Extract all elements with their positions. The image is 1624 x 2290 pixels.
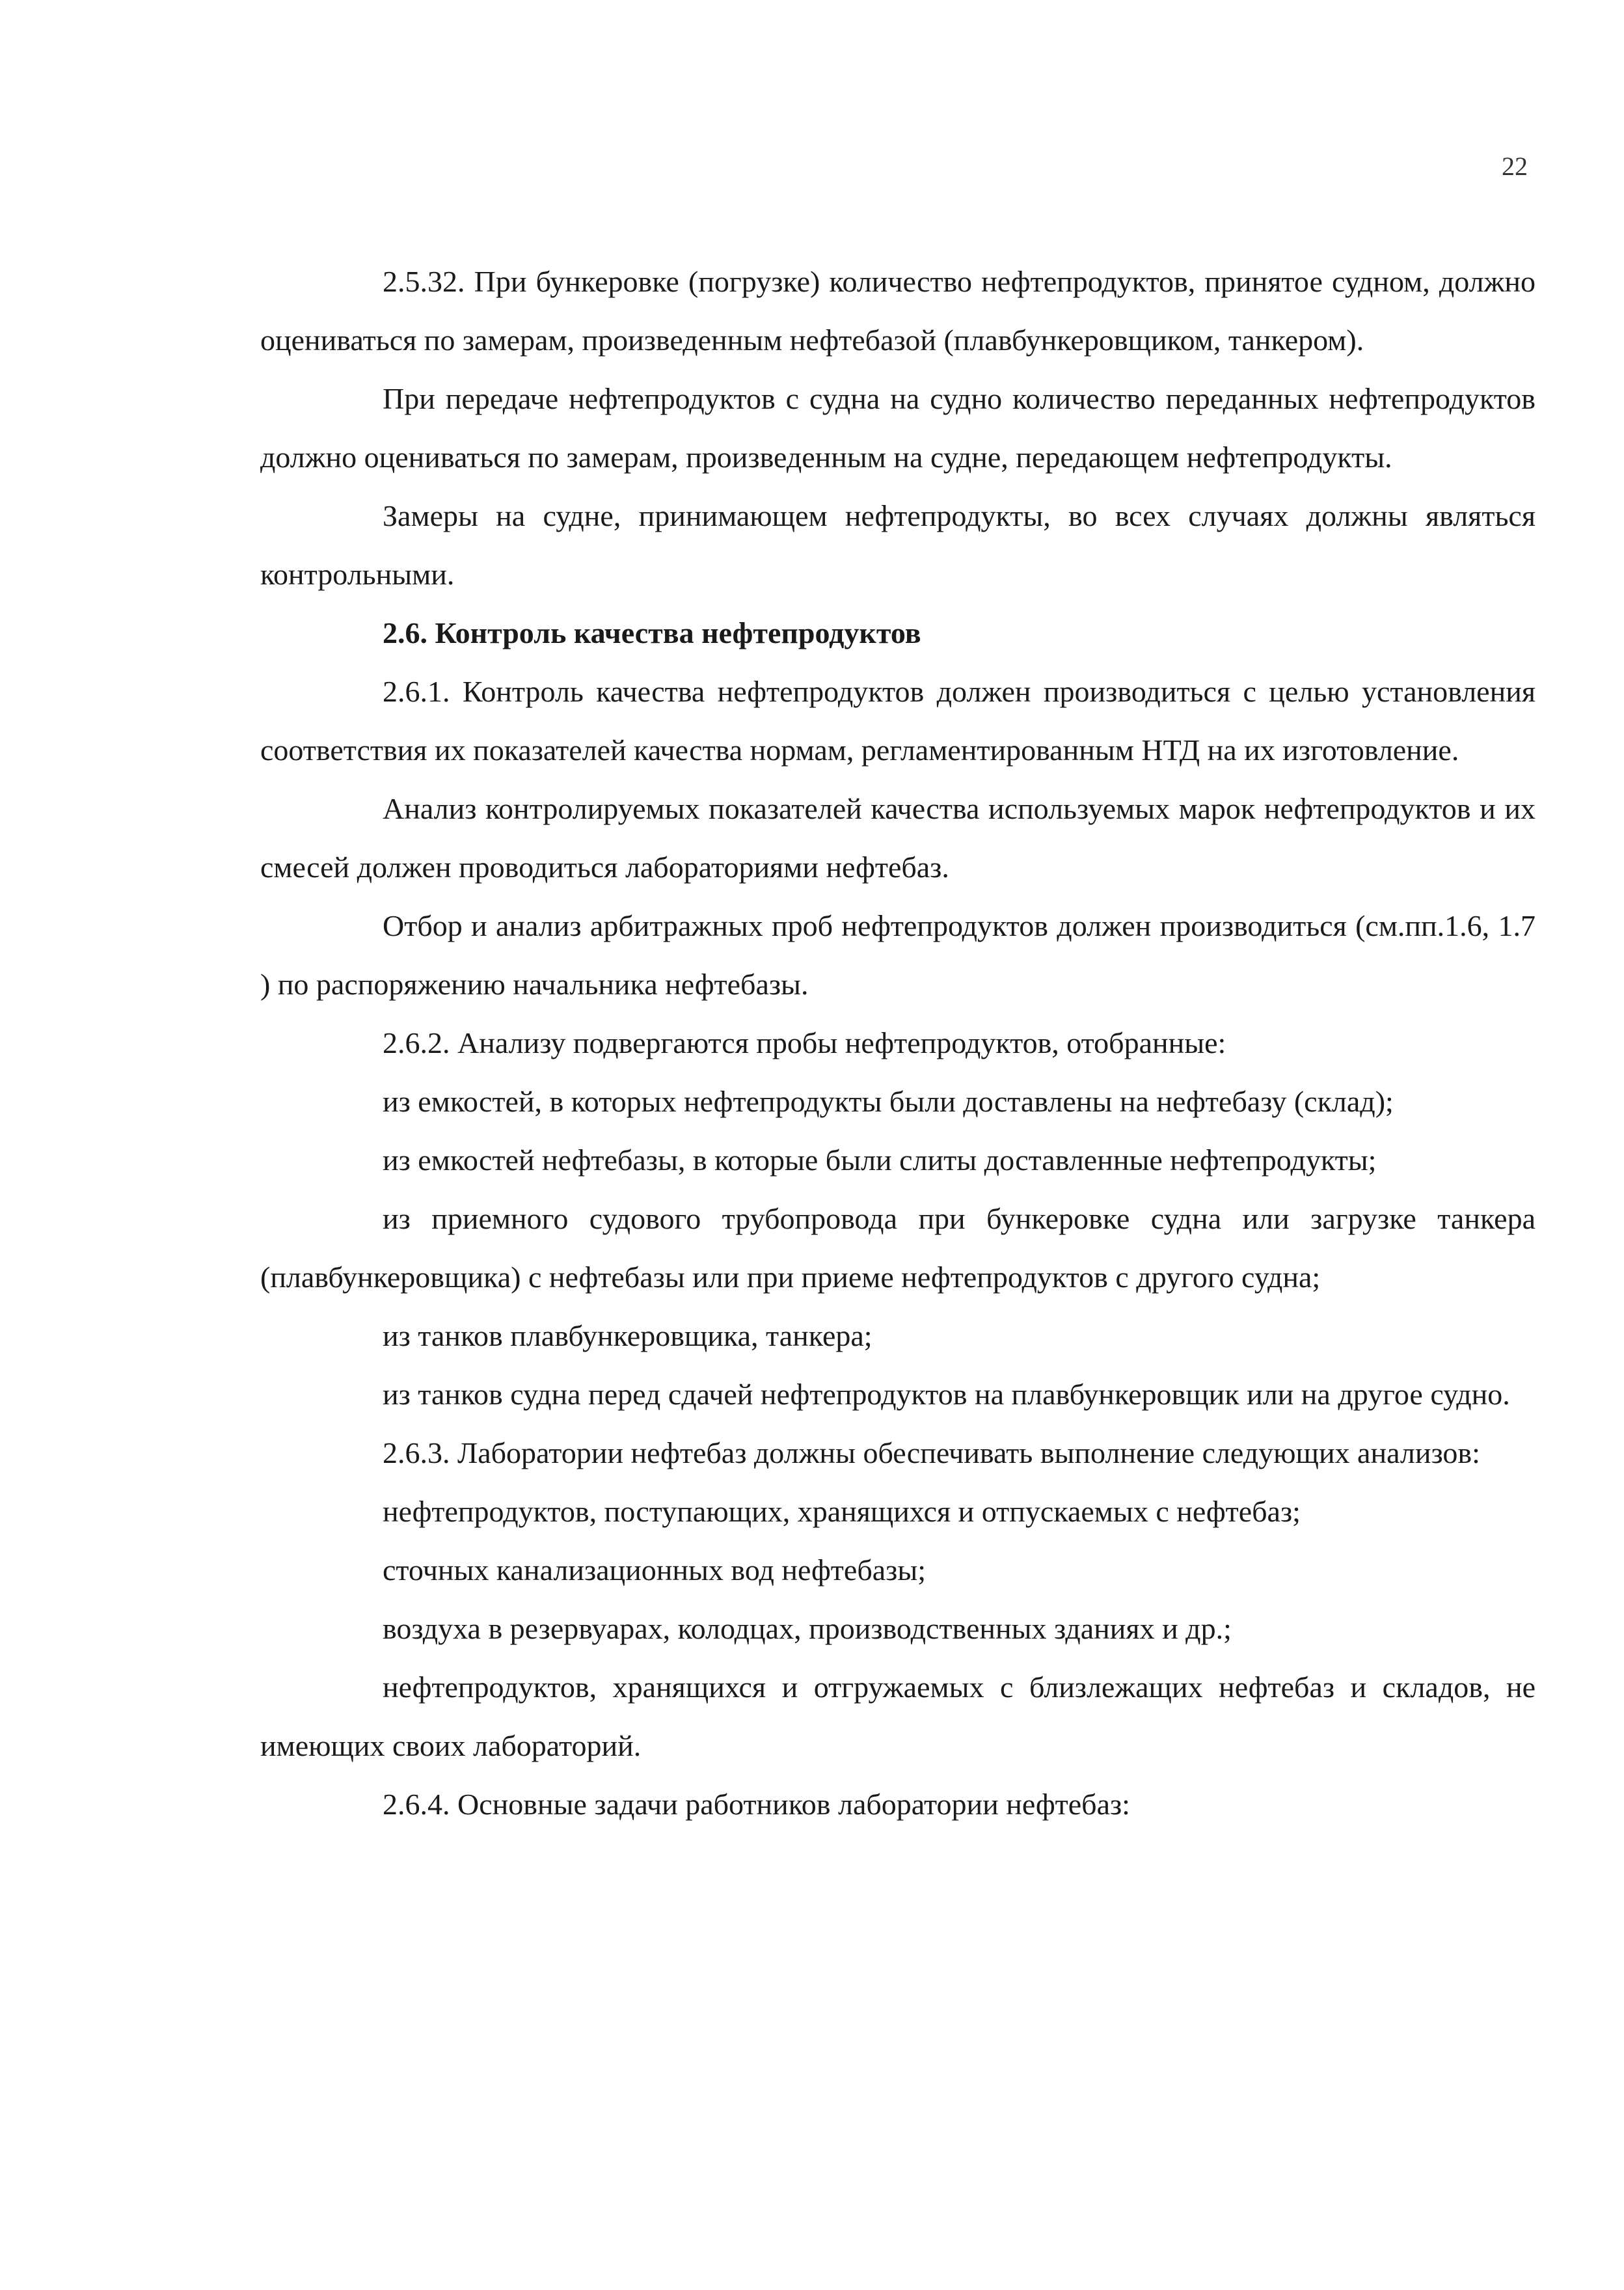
document-body — [260, 252, 1536, 1834]
paragraph-2-6-2: 2.6.2. Анализу подвергаются пробы нефтепродуктов, отобранные: — [383, 1026, 1226, 1059]
list-item: сточных канализационных вод нефтебазы; — [383, 1553, 927, 1587]
list-item: воздуха в резервуарах, колодцах, производственных зданиях и др.; — [383, 1612, 1232, 1645]
section-heading-2-6: 2.6. Контроль качества нефтепродуктов — [383, 616, 921, 649]
list-item: нефтепродуктов, поступающих, хранящихся и отпускаемых с нефтебаз; — [383, 1495, 1301, 1528]
list-item: из танков плавбункеровщика, танкера; — [383, 1319, 873, 1352]
list-item: нефтепродуктов, хранящихся и отгружаемых с близлежащих нефтебаз и складов, не имеющих своих лабораторий. — [260, 1670, 1536, 1762]
paragraph-2-6-4: 2.6.4. Основные задачи работников лаборатории нефтебаз: — [383, 1788, 1130, 1821]
paragraph-2-5-32: 2.5.32. При бункеровке (погрузке) количество нефтепродуктов, принятое судном, должно оцениваться по замерам, произведенным нефтебазой (плавбункеровщиком, танкером). — [260, 265, 1536, 357]
paragraph-2-6-1: 2.6.1. Контроль качества нефтепродуктов должен производиться с целью установления соответствия их показателей качества нормам, регламентированным НТД на их изготовление. — [260, 675, 1536, 767]
paragraph-analysis-labs: Анализ контролируемых показателей качества используемых марок нефтепродуктов и их смесей должен проводиться лабораториями нефтебаз. — [260, 792, 1536, 884]
list-item: из емкостей, в которых нефтепродукты были доставлены на нефтебазу (склад); — [383, 1085, 1394, 1118]
list-item: из приемного судового трубопровода при бункеровке судна или загрузке танкера (плавбункеровщика) с нефтебазы или при приеме нефтепродуктов с другого судна; — [260, 1202, 1536, 1294]
paragraph-transfer-ship-to-ship: При передаче нефтепродуктов с судна на судно количество переданных нефтепродуктов должно оцениваться по замерам, произведенным на судне, передающем нефтепродукты. — [260, 382, 1536, 474]
list-item: из емкостей нефтебазы, в которые были слиты доставленные нефтепродукты; — [383, 1143, 1377, 1177]
paragraph-arbitration-samples: Отбор и анализ арбитражных проб нефтепродуктов должен производиться (см.пп.1.6, 1.7 ) по распоряжению начальника нефтебазы. — [260, 909, 1536, 1001]
paragraph-2-6-3: 2.6.3. Лаборатории нефтебаз должны обеспечивать выполнение следующих анализов: — [383, 1436, 1480, 1469]
page-number: 22 — [1502, 152, 1528, 181]
list-item: из танков судна перед сдачей нефтепродуктов на плавбункеровщик или на другое судно. — [383, 1378, 1510, 1411]
paragraph-control-measurements: Замеры на судне, принимающем нефтепродукты, во всех случаях должны являться контрольными. — [260, 499, 1536, 591]
